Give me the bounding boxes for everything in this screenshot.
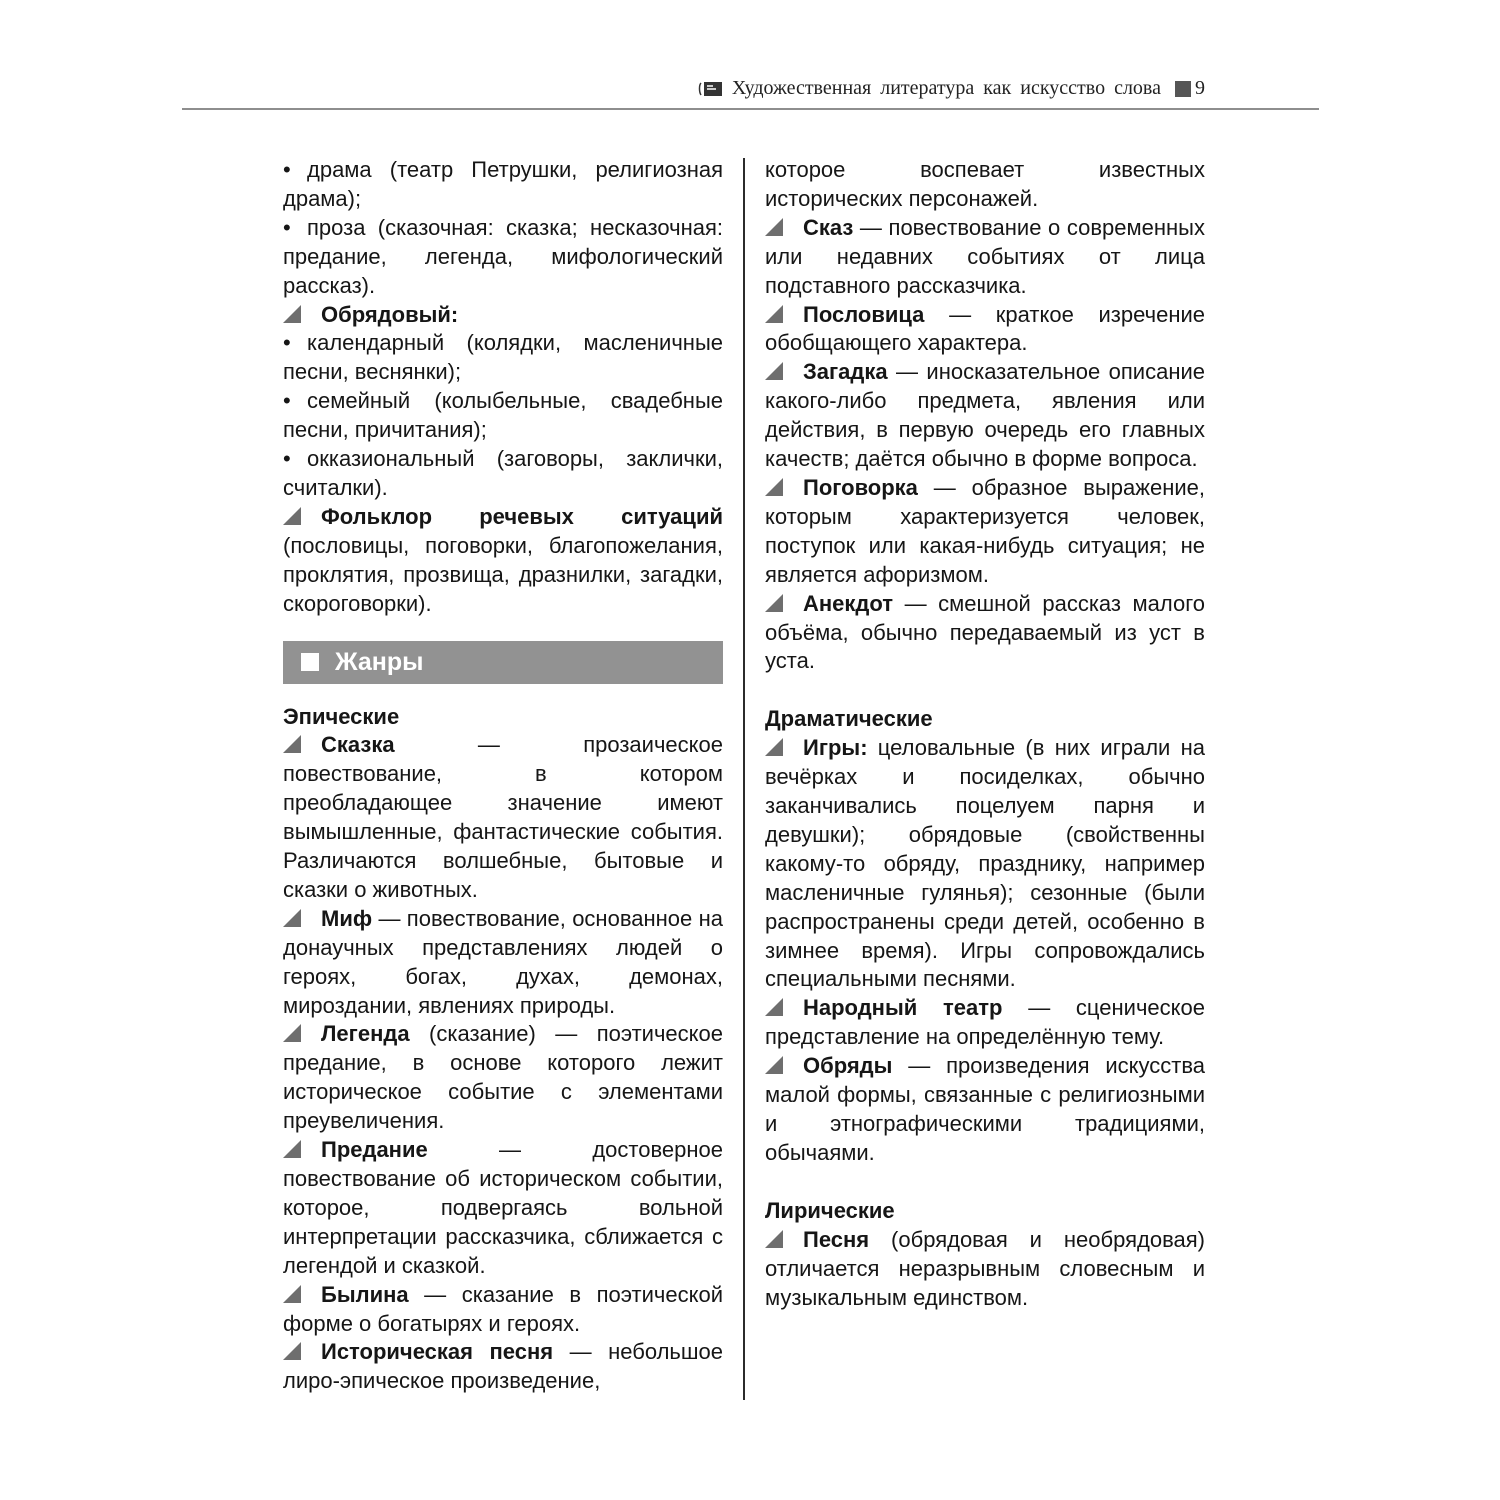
triangle-marker-icon xyxy=(765,1056,783,1074)
bullet-icon: • xyxy=(283,446,291,472)
list-item: • проза (сказочная: сказка; несказочная: предание, легенда, мифологический рассказ). xyxy=(283,214,723,298)
running-header xyxy=(182,74,1319,110)
term: Игры: xyxy=(803,735,868,761)
spacer xyxy=(765,676,1205,705)
list-item: • окказиональный (заговоры, заклички, считалки). xyxy=(283,446,723,500)
definition-text: — сказание в поэтической форме о богатырях и героях. xyxy=(283,1281,723,1336)
definition-text: — достоверное повествование об историческом событии, которое, подвергаясь вольной интерпретации рассказчика, сближается с легендой и сказкой. xyxy=(283,1137,723,1278)
definition-entry xyxy=(765,734,1205,994)
spacer xyxy=(765,1168,1205,1197)
definition-entry xyxy=(765,994,1205,1052)
definition-entry xyxy=(283,905,723,1021)
term: Обряды xyxy=(803,1053,893,1079)
triangle-marker-icon xyxy=(283,1024,301,1042)
definition-entry xyxy=(765,358,1205,474)
definition-text: (обрядовая и необрядовая) отличается неразрывным словесным и музыкальным единством. xyxy=(765,1226,1205,1310)
triangle-marker-icon xyxy=(765,478,783,496)
definition-entry xyxy=(765,214,1205,301)
triangle-marker-icon xyxy=(765,218,783,236)
term: Народный театр xyxy=(803,995,1003,1021)
right-column xyxy=(765,156,1205,1312)
triangle-marker-icon xyxy=(283,1342,301,1360)
term: Поговорка xyxy=(803,474,918,500)
definition-entry xyxy=(283,1281,723,1339)
definition-entry xyxy=(765,590,1205,677)
term: Предание xyxy=(321,1137,428,1163)
term: Песня xyxy=(803,1226,870,1252)
definition-entry xyxy=(283,1338,723,1396)
separator-square-icon xyxy=(1175,81,1191,97)
term: Сказка xyxy=(321,732,395,758)
running-title: Художественная литература как искусство слова xyxy=(731,77,1161,99)
definition-text: — повествование, основанное на донаучных представлениях людей о героях, богах, духах, демонах, мироздании, явлениях природы. xyxy=(283,905,723,1018)
bullet-icon: • xyxy=(283,388,291,414)
section-title: Жанры xyxy=(335,647,424,676)
definition-entry xyxy=(765,474,1205,590)
definition-text: — повествование о современных или недавних событиях от лица подставного рассказчика. xyxy=(765,214,1205,298)
definition-entry xyxy=(283,1020,723,1136)
definition-text: — небольшое лиро-эпическое произведение, xyxy=(283,1339,723,1394)
definition-entry xyxy=(765,1226,1205,1313)
section-square-icon xyxy=(301,653,319,671)
triangle-marker-icon xyxy=(765,738,783,756)
section-heading-bar xyxy=(283,641,723,684)
definition-entry xyxy=(765,301,1205,359)
triangle-marker-icon xyxy=(283,507,301,525)
definition-text: — произведения искусства малой формы, связанные с религиозными и этнографическими традициями, обычаями. xyxy=(765,1053,1205,1165)
definition-text: — образное выражение, которым характеризуется человек, поступок или какая-нибудь ситуация; не является афоризмом. xyxy=(765,474,1205,587)
definition-text: — смешной рассказ малого объёма, обычно передаваемый из уст в уста. xyxy=(765,590,1205,674)
term: Историческая песня xyxy=(321,1339,554,1365)
left-column xyxy=(283,156,723,1396)
list-item: • семейный (колыбельные, свадебные песни, причитания); xyxy=(283,388,723,443)
term: Пословица xyxy=(803,301,925,327)
definition-entry xyxy=(283,1136,723,1281)
definition-text: — краткое изречение обобщающего характера. xyxy=(765,301,1205,356)
bullet-icon: • xyxy=(283,157,291,182)
term: Фольклор речевых ситуаций xyxy=(321,503,723,529)
triangle-marker-icon xyxy=(765,594,783,612)
definition-text: целовальные (в них играли на вечёрках и посиделках, обычно заканчивались поцелуем парня и девушки); обрядовые (свойственны какому-то обряду, празднику, например масленичные гулянья); сезонные (были распространены среди детей, особенно в зимнее время). Игры сопровождались специальными песнями. xyxy=(765,735,1205,992)
triangle-marker-icon xyxy=(765,1230,783,1248)
list-item: • календарный (колядки, масленичные песни, веснянки); xyxy=(283,330,723,385)
triangle-marker-icon xyxy=(283,909,301,927)
triangle-marker-icon xyxy=(283,735,301,753)
definition-text: — иносказательное описание какого-либо предмета, явления или действия, в первую очередь его главных качеств; даётся обычно в форме вопроса. xyxy=(765,359,1205,472)
list-item: • драма (театр Петрушки, религиозная драма); xyxy=(283,157,723,211)
term: Миф xyxy=(321,905,373,931)
definition-entry xyxy=(283,301,723,330)
definition-entry xyxy=(283,503,723,619)
subheading-lyric: Лирические xyxy=(765,1197,895,1223)
bullet-icon: • xyxy=(283,330,291,356)
triangle-marker-icon xyxy=(283,305,301,323)
term: Анекдот xyxy=(803,590,894,616)
page-number: 9 xyxy=(1195,77,1205,99)
column-divider xyxy=(743,158,745,1400)
definition-entry xyxy=(765,1052,1205,1168)
triangle-marker-icon xyxy=(283,1140,301,1158)
definition-entry xyxy=(283,731,723,904)
book-icon xyxy=(698,80,724,98)
continuation-text: которое воспевает известных исторических персонажей. xyxy=(765,157,1205,211)
subheading-epic: Эпические xyxy=(283,703,400,729)
term: Загадка xyxy=(803,359,888,385)
triangle-marker-icon xyxy=(765,305,783,323)
definition-text: (пословицы, поговорки, благопожелания, проклятия, прозвища, дразнилки, загадки, скороговорки). xyxy=(283,532,723,616)
definition-text: — прозаическое повествование, в котором преобладающее значение имеют вымышленные, фантастические события. Различаются волшебные, бытовые и сказки о животных. xyxy=(283,732,723,902)
definition-text: (сказание) — поэтическое предание, в основе которого лежит историческое событие с элементами преувеличения. xyxy=(283,1021,723,1134)
bullet-icon: • xyxy=(283,214,291,240)
triangle-marker-icon xyxy=(765,362,783,380)
term: Былина xyxy=(321,1281,409,1307)
subheading-dramatic: Драматические xyxy=(765,706,933,732)
triangle-marker-icon xyxy=(283,1285,301,1303)
term: Сказ xyxy=(803,214,854,240)
term: Легенда xyxy=(321,1021,410,1047)
definition-text: — сценическое представление на определённую тему. xyxy=(765,995,1205,1050)
running-header-title-group xyxy=(698,77,1203,100)
triangle-marker-icon xyxy=(765,998,783,1016)
term: Обрядовый: xyxy=(321,301,459,327)
